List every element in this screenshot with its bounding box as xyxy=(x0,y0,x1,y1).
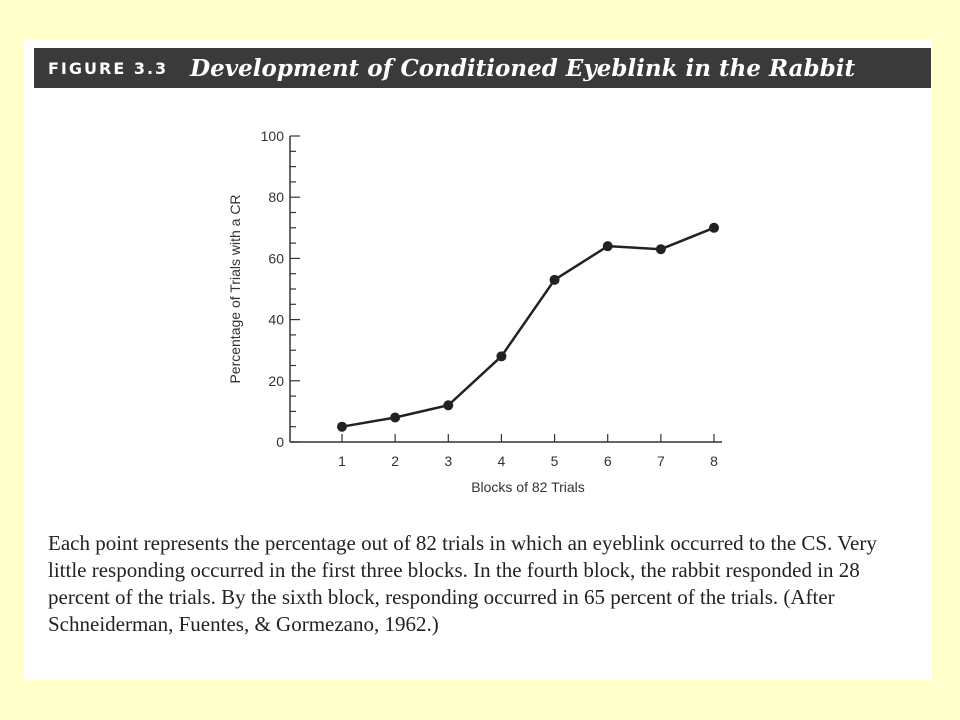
data-point xyxy=(337,422,347,432)
x-tick-label: 6 xyxy=(603,453,612,469)
data-point xyxy=(656,244,666,254)
x-tick-label: 3 xyxy=(444,453,453,469)
x-tick-label: 4 xyxy=(497,453,506,469)
x-tick-label: 8 xyxy=(710,453,718,469)
x-ticks xyxy=(338,434,718,469)
data-point xyxy=(709,223,719,233)
x-tick-label: 5 xyxy=(550,453,559,469)
x-tick-label: 7 xyxy=(656,453,665,469)
figure-page xyxy=(24,40,932,680)
line-chart xyxy=(24,40,932,510)
x-tick-label: 1 xyxy=(338,453,346,469)
figure-caption: Each point represents the percentage out of 82 trials in which an eyeblink occurred to the CS. Very little responding occurred in the first three blocks. In the fourth block, the rabbit responded in 28 percent of the trials. By the sixth block, responding occurred in 65 percent of the trials. (After Schneiderman, Fuentes, & Gormezano, 1962.) xyxy=(48,531,877,636)
data-point xyxy=(496,351,506,361)
figure-title: Development of Conditioned Eyeblink in the Rabbit xyxy=(190,54,856,82)
y-axis-label: Percentage of Trials with a CR xyxy=(227,194,243,384)
data-point xyxy=(603,241,613,251)
x-axis-label: Blocks of 82 Trials xyxy=(471,479,585,495)
data-point xyxy=(550,275,560,285)
y-tick-label: 100 xyxy=(260,128,284,144)
x-tick-label: 2 xyxy=(391,453,400,469)
y-tick-label: 0 xyxy=(276,434,284,450)
figure-label: FIGURE 3.3 xyxy=(48,58,169,78)
y-tick-label: 60 xyxy=(268,250,284,267)
data-point xyxy=(390,413,400,423)
y-tick-label: 80 xyxy=(268,189,284,206)
y-tick-label: 40 xyxy=(268,311,284,328)
series-line xyxy=(342,228,714,427)
y-tick-label: 20 xyxy=(268,372,284,389)
y-ticks xyxy=(261,128,300,450)
data-point xyxy=(443,400,453,410)
data-points xyxy=(337,223,719,432)
